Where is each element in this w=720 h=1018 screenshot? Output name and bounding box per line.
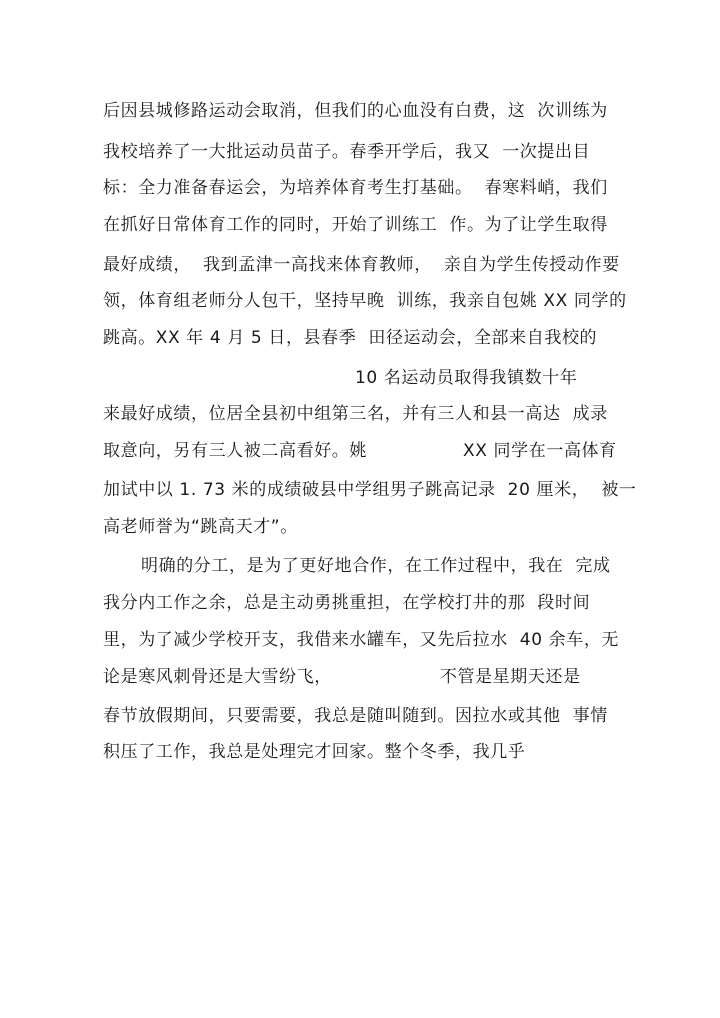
text-line: 我分内工作之余，总是主动勇挑重担，在学校打井的那 段时间 xyxy=(103,593,591,613)
text-line: 标：全力准备春运会，为培养体育考生打基础。 春寒料峭，我们 xyxy=(103,178,608,198)
text-line: 10 名运动员取得我镇数十年 xyxy=(355,368,578,388)
text-line: 里，为了减少学校开支，我借来水罐车，又先后拉水 40 余车，无 xyxy=(103,630,620,650)
text-line: 积压了工作，我总是处理完才回家。整个冬季，我几乎 xyxy=(103,742,526,762)
text-line: 我校培养了一大批运动员苗子。春季开学后，我又 一次提出目 xyxy=(103,142,591,162)
text-line: 取意向，另有三人被二高看好。姚 XX 同学在一高体育 xyxy=(103,441,617,461)
text-line: 明确的分工，是为了更好地合作，在工作过程中，我在 完成 xyxy=(141,556,611,576)
text-line: 加试中以 1. 73 米的成绩破县中学组男子跳高记录 20 厘米， 被一 xyxy=(103,480,637,500)
text-line: 领，体育组老师分人包干，坚持早晚 训练，我亲自包姚 XX 同学的 xyxy=(103,291,627,311)
text-line: 后因县城修路运动会取消，但我们的心血没有白费，这 次训练为 xyxy=(103,101,608,121)
text-line: 跳高。XX 年 4 月 5 日，县春季 田径运动会，全部来自我校的 xyxy=(103,328,598,348)
text-line: 在抓好日常体育工作的同时，开始了训练工 作。为了让学生取得 xyxy=(103,215,608,235)
text-line: 来最好成绩，位居全县初中组第三名，并有三人和县一高达 成录 xyxy=(103,404,608,424)
text-line: 论是寒风刺骨还是大雪纷飞， 不管是星期天还是 xyxy=(103,667,581,687)
text-line: 最好成绩， 我到孟津一高找来体育教师， 亲自为学生传授动作要 xyxy=(103,255,620,275)
text-line: 高老师誉为“跳高天才”。 xyxy=(103,517,298,537)
text-line: 春节放假期间，只要需要，我总是随叫随到。因拉水或其他 事情 xyxy=(103,706,608,726)
